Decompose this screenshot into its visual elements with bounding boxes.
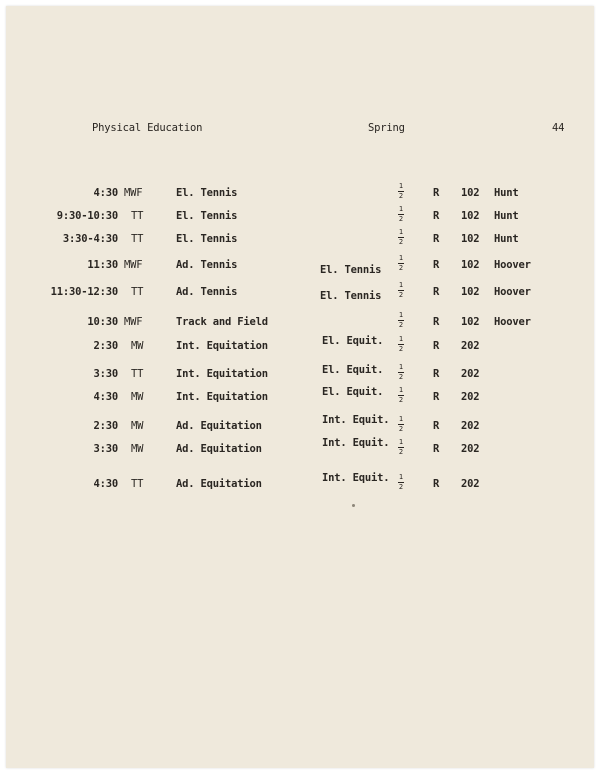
page-number: 44: [552, 122, 565, 134]
row-room: 202: [461, 443, 480, 455]
row-time: 9:30-10:30: [56, 210, 118, 222]
row-credit-fraction: [396, 416, 406, 438]
row-credit-fraction: [396, 183, 406, 205]
credit-numerator: 1: [398, 386, 404, 394]
row-code: R: [433, 210, 440, 222]
row-room: 102: [461, 210, 480, 222]
row-code: R: [433, 286, 440, 298]
credit-numerator: 1: [398, 281, 404, 289]
row-prerequisite: Int. Equit.: [322, 437, 390, 449]
row-time: 10:30: [87, 316, 118, 328]
credit-denominator: 2: [398, 192, 404, 200]
credit-denominator: 2: [398, 238, 404, 246]
row-days: TT: [131, 286, 144, 298]
row-instructor: Hunt: [494, 187, 519, 199]
page-heading-term: Spring: [368, 122, 405, 134]
row-code: R: [433, 443, 440, 455]
row-instructor: Hoover: [494, 286, 531, 298]
row-code: R: [433, 316, 440, 328]
credit-denominator: 2: [398, 264, 404, 272]
row-days: MW: [131, 443, 144, 455]
row-room: 102: [461, 233, 480, 245]
row-code: R: [433, 420, 440, 432]
row-days: TT: [131, 368, 144, 380]
row-instructor: Hunt: [494, 233, 519, 245]
row-room: 102: [461, 259, 480, 271]
row-credit-fraction: [396, 282, 406, 304]
credit-numerator: 1: [398, 335, 404, 343]
row-days: MWF: [124, 259, 143, 271]
credit-numerator: 1: [398, 254, 404, 262]
row-course: Int. Equitation: [176, 340, 268, 352]
credit-denominator: 2: [398, 321, 404, 329]
row-credit-fraction: [396, 387, 406, 409]
row-code: R: [433, 340, 440, 352]
row-credit-fraction: [396, 474, 406, 496]
row-instructor: Hunt: [494, 210, 519, 222]
row-room: 202: [461, 340, 480, 352]
row-days: MWF: [124, 187, 143, 199]
row-credit-fraction: [396, 206, 406, 228]
row-course: Int. Equitation: [176, 391, 268, 403]
row-course: Int. Equitation: [176, 368, 268, 380]
row-room: 202: [461, 368, 480, 380]
credit-denominator: 2: [398, 291, 404, 299]
row-time: 3:30-4:30: [62, 233, 118, 245]
row-days: MW: [131, 420, 144, 432]
page-heading-department: Physical Education: [92, 122, 203, 134]
row-room: 202: [461, 420, 480, 432]
credit-numerator: 1: [398, 438, 404, 446]
row-instructor: Hoover: [494, 259, 531, 271]
row-credit-fraction: [396, 364, 406, 386]
row-days: TT: [131, 233, 144, 245]
row-days: MW: [131, 340, 144, 352]
typed-page: [6, 6, 594, 768]
row-course: Ad. Equitation: [176, 478, 262, 490]
row-room: 102: [461, 286, 480, 298]
credit-numerator: 1: [398, 415, 404, 423]
credit-numerator: 1: [398, 473, 404, 481]
row-course: Ad. Equitation: [176, 443, 262, 455]
credit-denominator: 2: [398, 215, 404, 223]
credit-numerator: 1: [398, 205, 404, 213]
credit-denominator: 2: [398, 483, 404, 491]
credit-numerator: 1: [398, 182, 404, 190]
row-credit-fraction: [396, 255, 406, 277]
row-code: R: [433, 259, 440, 271]
row-prerequisite: El. Equit.: [322, 386, 384, 398]
credit-numerator: 1: [398, 363, 404, 371]
row-code: R: [433, 391, 440, 403]
row-code: R: [433, 187, 440, 199]
row-time: 2:30: [93, 420, 118, 432]
row-time: 3:30: [93, 368, 118, 380]
row-credit-fraction: [396, 439, 406, 461]
row-time: 3:30: [93, 443, 118, 455]
credit-numerator: 1: [398, 311, 404, 319]
row-days: MWF: [124, 316, 143, 328]
row-room: 202: [461, 391, 480, 403]
row-credit-fraction: [396, 336, 406, 358]
row-days: TT: [131, 210, 144, 222]
row-room: 102: [461, 187, 480, 199]
row-time: 4:30: [93, 478, 118, 490]
row-credit-fraction: [396, 229, 406, 251]
row-course: El. Tennis: [176, 233, 238, 245]
row-prerequisite: El. Tennis: [320, 290, 382, 302]
credit-denominator: 2: [398, 345, 404, 353]
row-course: Ad. Tennis: [176, 259, 238, 271]
row-time: 4:30: [93, 187, 118, 199]
row-prerequisite: El. Equit.: [322, 364, 384, 376]
credit-denominator: 2: [398, 373, 404, 381]
row-instructor: Hoover: [494, 316, 531, 328]
row-time: 11:30: [87, 259, 118, 271]
stray-ink-mark: [352, 504, 355, 507]
row-code: R: [433, 368, 440, 380]
row-course: Ad. Equitation: [176, 420, 262, 432]
credit-denominator: 2: [398, 448, 404, 456]
row-credit-fraction: [396, 312, 406, 334]
row-days: MW: [131, 391, 144, 403]
credit-denominator: 2: [398, 396, 404, 404]
row-code: R: [433, 233, 440, 245]
row-room: 102: [461, 316, 480, 328]
credit-numerator: 1: [398, 228, 404, 236]
row-prerequisite: El. Tennis: [320, 264, 382, 276]
row-room: 202: [461, 478, 480, 490]
credit-denominator: 2: [398, 425, 404, 433]
row-course: Track and Field: [176, 316, 268, 328]
row-course: El. Tennis: [176, 187, 238, 199]
row-course: El. Tennis: [176, 210, 238, 222]
row-code: R: [433, 478, 440, 490]
row-prerequisite: Int. Equit.: [322, 414, 390, 426]
row-course: Ad. Tennis: [176, 286, 238, 298]
row-days: TT: [131, 478, 144, 490]
row-prerequisite: Int. Equit.: [322, 472, 390, 484]
row-time: 11:30-12:30: [50, 286, 118, 298]
row-time: 4:30: [93, 391, 118, 403]
row-prerequisite: El. Equit.: [322, 335, 384, 347]
row-time: 2:30: [93, 340, 118, 352]
